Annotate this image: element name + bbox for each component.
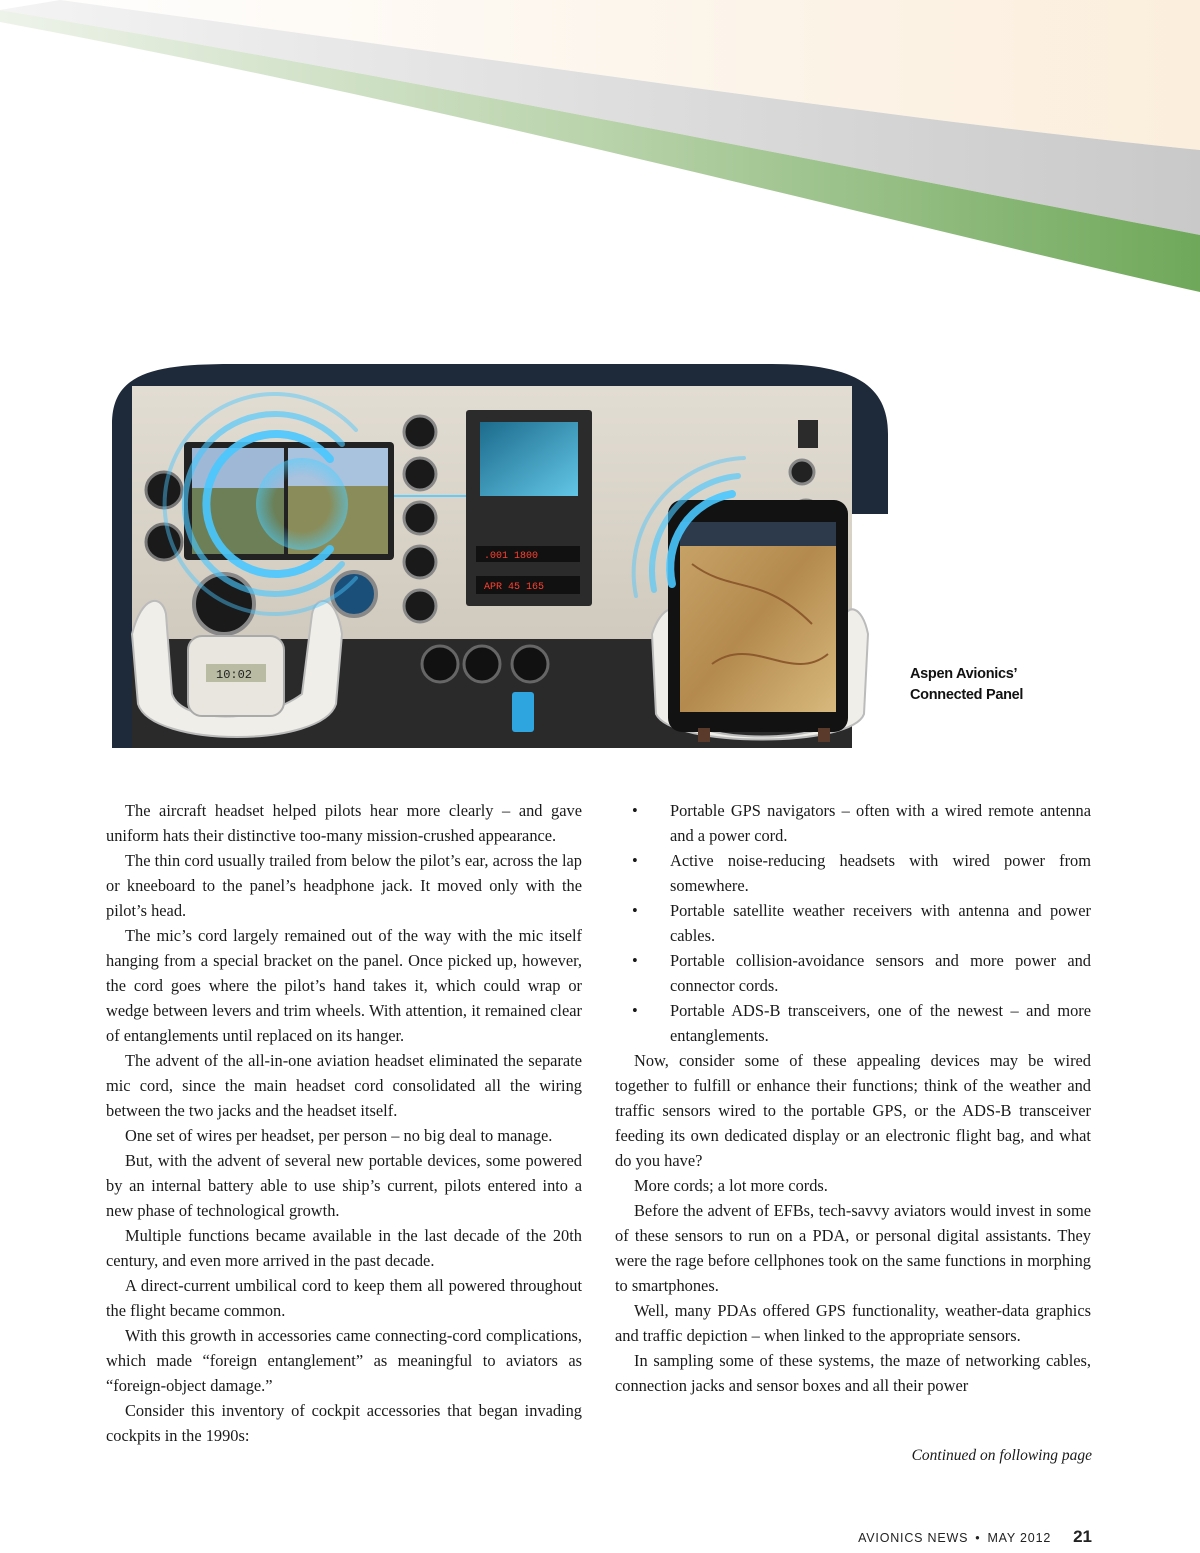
header-swoosh-graphic [0, 0, 1200, 300]
list-item-text: Portable GPS navigators – often with a wired remote antenna and a power cord. [670, 801, 1091, 845]
page-number: 21 [1073, 1527, 1092, 1546]
bullet-icon: • [632, 901, 638, 920]
page-footer [820, 1527, 1092, 1547]
paragraph: In sampling some of these systems, the maze of networking cables, connection jacks and sensor boxes and all their power [615, 1351, 1091, 1395]
caption-line-2: Connected Panel [910, 687, 1024, 703]
photo-caption [910, 664, 1060, 706]
svg-text:.001 1800: .001 1800 [484, 551, 539, 562]
bullet-icon: • [632, 801, 638, 820]
paragraph: With this growth in accessories came connecting-cord complications, which made “foreign entanglement” as meaningful to aviators as “foreign-object damage.” [106, 1326, 582, 1395]
paragraph: Well, many PDAs offered GPS functionality, weather-data graphics and traffic depiction – when linked to the appropriate sensors. [615, 1301, 1091, 1345]
paragraph: The aircraft headset helped pilots hear more clearly – and gave uniform hats their distinctive too-many mission-crushed appearance. [106, 801, 582, 845]
list-item [615, 798, 1091, 848]
bullet-icon: • [632, 851, 638, 870]
list-item-text: Active noise-reducing headsets with wired power from somewhere. [670, 851, 1091, 895]
cockpit-panel-photo [112, 364, 888, 748]
list-item-text: Portable collision-avoidance sensors and more power and connector cords. [670, 951, 1091, 995]
caption-line-1: Aspen Avionics’ [910, 666, 1018, 682]
paragraph: The thin cord usually trailed from below the pilot’s ear, across the lap or kneeboard to the panel’s headphone jack. It moved only with the pilot’s head. [106, 851, 582, 920]
svg-text:APR 45 165: APR 45 165 [484, 582, 545, 593]
list-item-text: Portable satellite weather receivers with antenna and power cables. [670, 901, 1091, 945]
article-right-column [615, 798, 1091, 1398]
issue-date: MAY 2012 [987, 1531, 1052, 1545]
list-item [615, 998, 1091, 1048]
paragraph: The advent of the all-in-one aviation headset eliminated the separate mic cord, since the main headset cord consolidated all the wiring between the two jacks and the headset itself. [106, 1051, 582, 1120]
list-item [615, 898, 1091, 948]
paragraph: Now, consider some of these appealing devices may be wired together to fulfill or enhance their functions; think of the weather and traffic sensors wired to the portable GPS, or the ADS-B transceiver feeding its own dedicated display or an electronic flight bag, and what do you have? [615, 1051, 1091, 1170]
paragraph: But, with the advent of several new portable devices, some powered by an internal battery able to use ship’s current, pilots entered into a new phase of technological growth. [106, 1151, 582, 1220]
paragraph: Multiple functions became available in the last decade of the 20th century, and even more arrived in the past decade. [106, 1226, 582, 1270]
paragraph: A direct-current umbilical cord to keep them all powered throughout the flight became common. [106, 1276, 582, 1320]
bullet-icon: • [632, 951, 638, 970]
paragraph: Before the advent of EFBs, tech-savvy aviators would invest in some of these sensors to run on a PDA, or personal digital assistants. They were the rage before cellphones took on the same functions in morphing to smartphones. [615, 1201, 1091, 1295]
list-item [615, 948, 1091, 998]
list-item-text: Portable ADS-B transceivers, one of the newest – and more entanglements. [670, 1001, 1091, 1045]
publication-name: AVIONICS NEWS [858, 1531, 969, 1545]
paragraph: One set of wires per headset, per person – no big deal to manage. [125, 1126, 553, 1145]
paragraph: The mic’s cord largely remained out of the way with the mic itself hanging from a special bracket on the panel. Once picked up, however, the cord goes where the pilot’s hand takes it, which could wrap or wedge between levers and trim wheels. With attention, it remained clear of entanglements until replaced on its hanger. [106, 926, 582, 1045]
accessory-bullet-list [615, 798, 1091, 1048]
article-left-column [106, 798, 582, 1448]
paragraph: Consider this inventory of cockpit accessories that began invading cockpits in the 1990s: [106, 1401, 582, 1445]
footer-separator: • [975, 1531, 981, 1545]
svg-text:10:02: 10:02 [216, 668, 253, 682]
bullet-icon: • [632, 1001, 638, 1020]
paragraph: More cords; a lot more cords. [634, 1176, 828, 1195]
continued-note: Continued on following page [911, 1447, 1092, 1464]
list-item [615, 848, 1091, 898]
